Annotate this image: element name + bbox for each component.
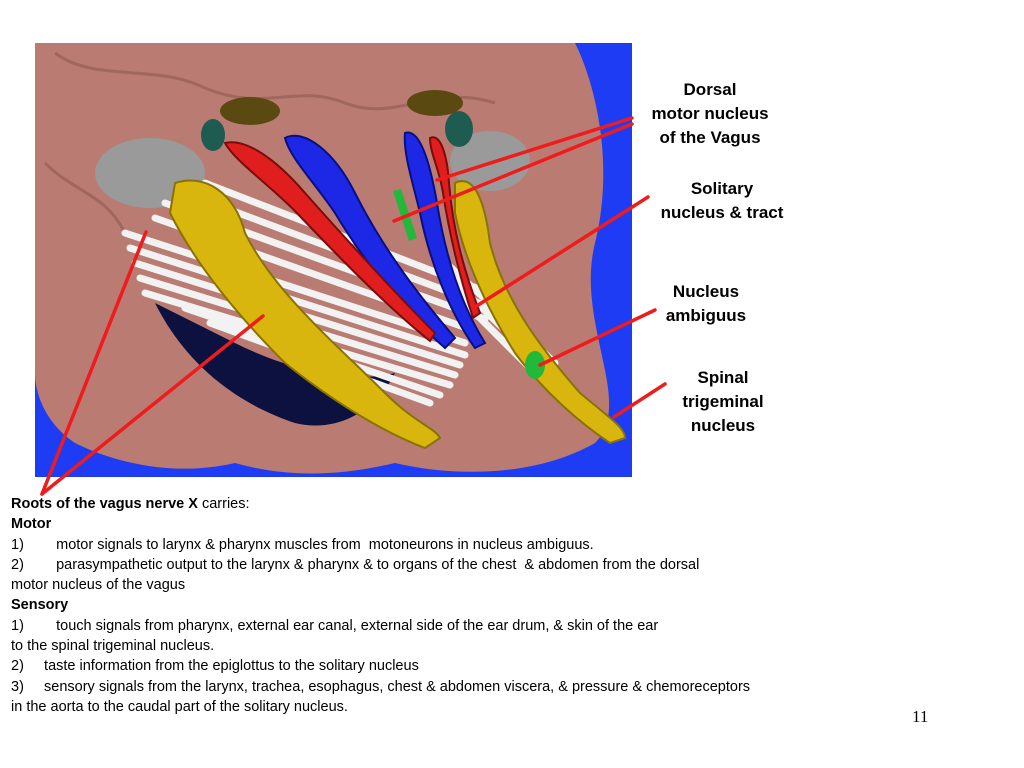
label-line: of the Vagus bbox=[659, 128, 761, 147]
label-solitary-nucleus bbox=[630, 177, 814, 225]
motor-item-2: 2) parasympathetic output to the larynx & pharynx & to organs of the chest & abdomen from the dorsal bbox=[11, 556, 700, 573]
label-line: nucleus & tract bbox=[660, 203, 784, 222]
brainstem-3d-figure bbox=[35, 43, 632, 477]
sensory-title: Sensory bbox=[11, 597, 69, 614]
label-line: Dorsal bbox=[683, 80, 737, 99]
sensory-item-1-cont: to the spinal trigeminal nucleus. bbox=[11, 638, 215, 655]
label-line: ambiguus bbox=[665, 306, 747, 325]
label-nucleus-ambiguus bbox=[636, 280, 776, 328]
label-dorsal-motor-nucleus bbox=[622, 78, 798, 150]
sensory-item-3-cont: in the aorta to the caudal part of the solitary nucleus. bbox=[11, 698, 348, 715]
sensory-item-2: 2) taste information from the epiglottus to the solitary nucleus bbox=[11, 658, 419, 675]
label-spinal-trigeminal-nucleus bbox=[655, 366, 791, 438]
label-line: motor nucleus bbox=[651, 104, 769, 123]
vagus-notes bbox=[11, 494, 911, 717]
notes-heading-bold: Roots of the vagus nerve X bbox=[11, 496, 198, 512]
nucleus-ambiguus-lower bbox=[525, 351, 545, 379]
label-line: nucleus bbox=[690, 416, 756, 435]
olive-structure-right bbox=[407, 90, 463, 116]
brainstem-rendering bbox=[35, 43, 632, 477]
teal-structure-left bbox=[201, 119, 225, 151]
teal-structure-right bbox=[445, 111, 473, 147]
label-line: Spinal bbox=[697, 368, 749, 387]
notes-heading bbox=[11, 494, 911, 514]
label-line: Solitary bbox=[690, 179, 754, 198]
label-line: trigeminal bbox=[682, 392, 764, 411]
page-number: 11 bbox=[912, 707, 929, 726]
motor-item-1: 1) motor signals to larynx & pharynx muscles from motoneurons in nucleus ambiguus. bbox=[11, 536, 594, 553]
notes-heading-rest: carries: bbox=[197, 496, 250, 512]
olive-structure-left bbox=[220, 97, 280, 125]
sensory-item-3: 3) sensory signals from the larynx, trachea, esophagus, chest & abdomen viscera, & pressure & chemoreceptors bbox=[11, 678, 751, 695]
motor-item-2-cont: motor nucleus of the vagus bbox=[11, 577, 186, 594]
label-line: Nucleus bbox=[672, 282, 740, 301]
sensory-item-1: 1) touch signals from pharynx, external ear canal, external side of the ear drum, & skin of the ear bbox=[11, 617, 659, 634]
motor-title: Motor bbox=[11, 516, 52, 533]
